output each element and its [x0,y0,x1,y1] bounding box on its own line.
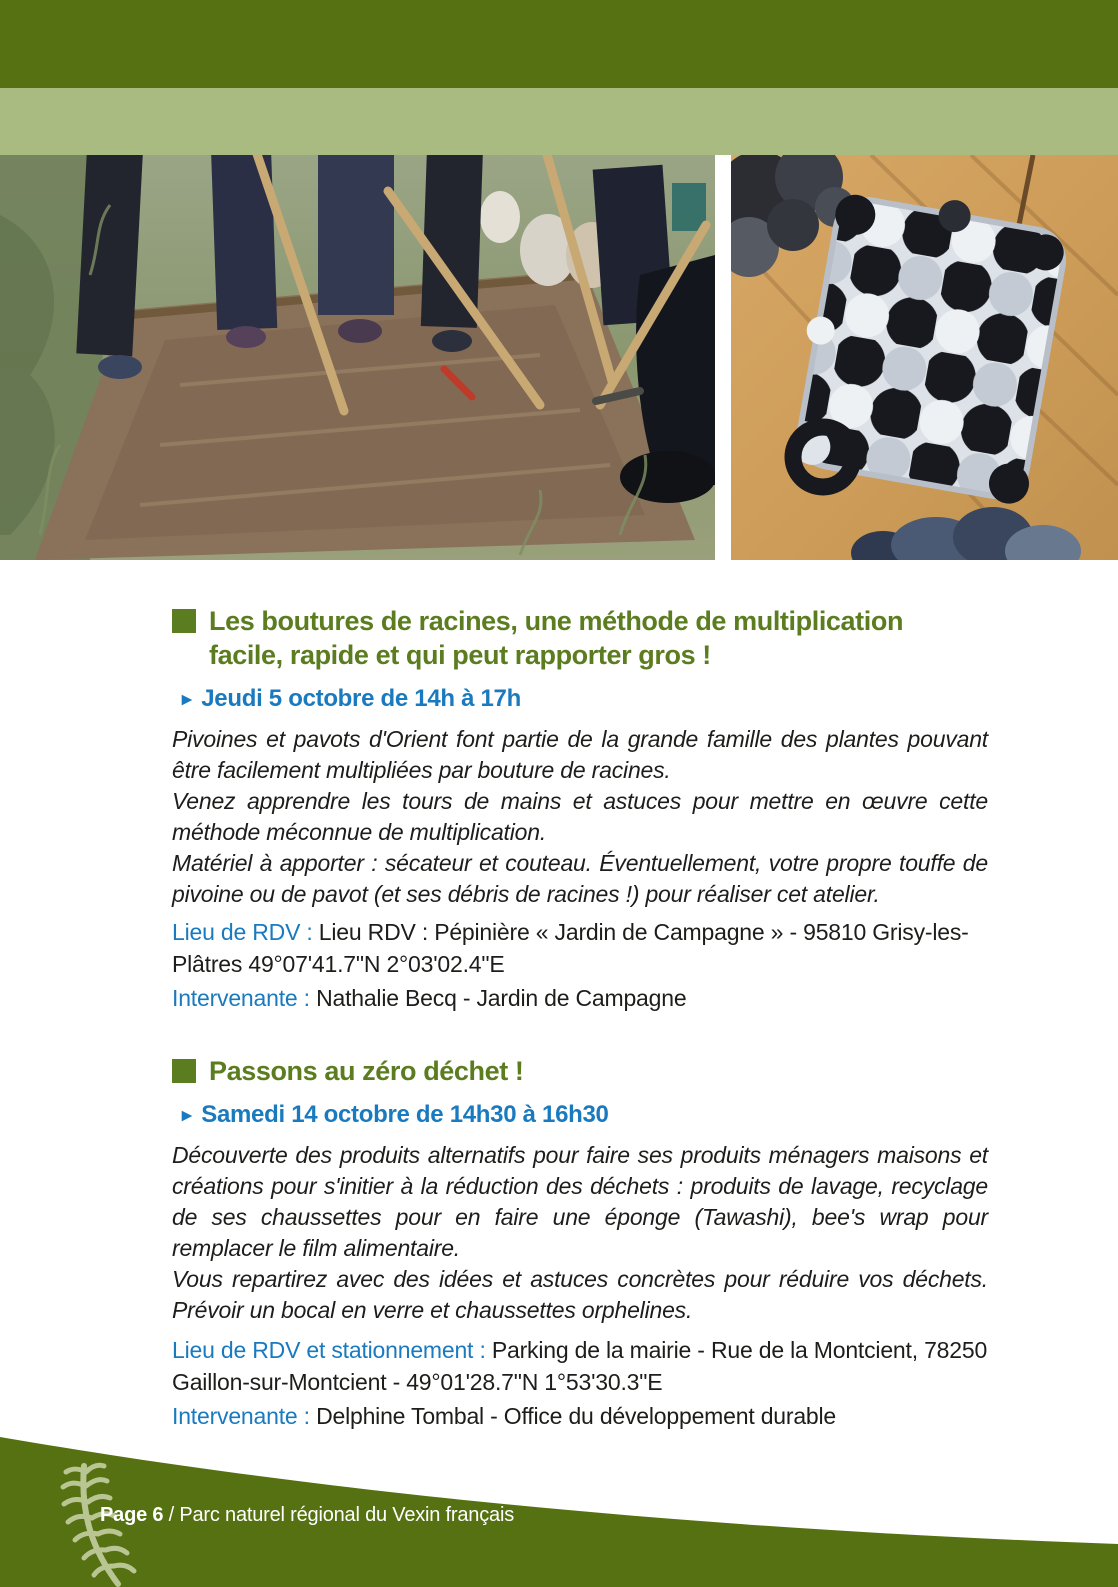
footer-title: / Parc naturel régional du Vexin français [168,1504,514,1526]
arrow-right-icon: ▸ [182,1104,192,1126]
meeting-point-label: Lieu de RDV : [172,919,313,945]
meeting-point-value: Lieu RDV : Pépinière « Jardin de Campagne » - 95810 Grisy-les-Plâtres 49°07'41.7"N 2°03'02.4"E [172,919,969,977]
section-boutures [172,604,988,1014]
section-paragraphs [172,724,988,910]
paragraph: Pivoines et pavots d'Orient font partie de la grande famille des plantes pouvant être facilement multipliées par bouture de racines. [172,726,988,783]
speaker-value: Nathalie Becq - Jardin de Campagne [316,985,687,1011]
sage-color-band [0,88,1118,155]
meeting-point-label: Lieu de RDV et stationnement : [172,1337,486,1363]
photo-gardening-illustration [0,155,715,560]
meeting-point-line [172,1334,988,1398]
paragraph: Matériel à apporter : sécateur et couteau. Éventuellement, votre propre touffe de pivoine ou de pavot (et ses débris de racines !) pour réaliser cet atelier. [172,850,988,907]
page-content [172,604,988,1432]
section-title-text: Les boutures de racines, une méthode de multiplication facile, rapide et qui peut rapporter gros ! [209,606,904,670]
meeting-point-line [172,916,988,980]
section-zero-dechet [172,1054,988,1432]
speaker-line [172,982,988,1014]
footer-page-number: Page 6 [100,1504,164,1526]
section-title-text: Passons au zéro déchet ! [209,1056,524,1086]
top-color-bar [0,0,1118,88]
event-date-text: Jeudi 5 octobre de 14h à 17h [201,685,521,712]
event-date [182,1100,988,1130]
photo-gardening [0,155,715,560]
paragraph: Venez apprendre les tours de mains et astuces pour mettre en œuvre cette méthode méconnue de multiplication. [172,788,988,845]
event-date [182,684,988,714]
speaker-label: Intervenante : [172,1403,310,1429]
square-bullet-icon [172,609,196,633]
event-date-text: Samedi 14 octobre de 14h30 à 16h30 [201,1101,609,1128]
section-paragraphs [172,1140,988,1326]
speaker-label: Intervenante : [172,985,310,1011]
section-title [172,1054,988,1088]
paragraph: Découverte des produits alternatifs pour faire ses produits ménagers maisons et créations pour s'initier à la réduction des déchets : produits de lavage, recyclage de ses chaussettes pour en faire une éponge (Tawashi), bee's wrap pour remplacer le film alimentaire. [172,1142,988,1261]
meeting-point-value: Parking de la mairie - Rue de la Montcient, 78250 Gaillon-sur-Montcient - 49°01'28.7"N 1°53'30.3"E [172,1337,988,1395]
paragraph: Vous repartirez avec des idées et astuces concrètes pour réduire vos déchets. Prévoir un bocal en verre et chaussettes orphelines. [172,1266,988,1323]
speaker-value: Delphine Tombal - Office du développement durable [316,1403,837,1429]
photo-tawashi-illustration [731,155,1118,560]
square-bullet-icon [172,1059,196,1083]
section-title [172,604,988,672]
footer-pagination [100,1503,514,1527]
arrow-right-icon: ▸ [182,688,192,710]
photo-tawashi [731,155,1118,560]
